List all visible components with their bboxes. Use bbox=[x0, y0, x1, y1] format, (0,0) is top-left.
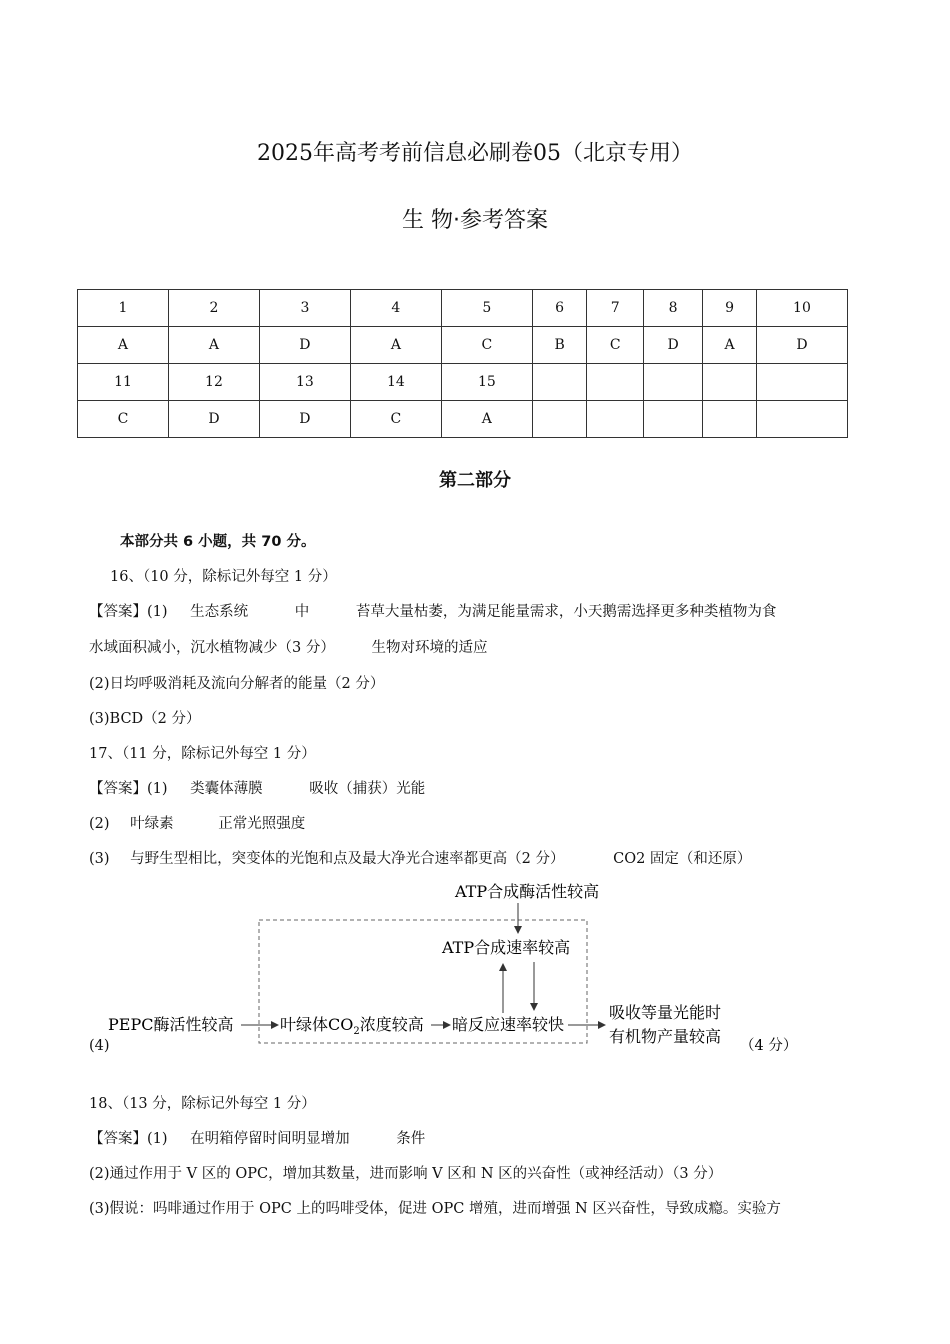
table-cell bbox=[756, 401, 847, 438]
atp-enzyme-label: ATP合成酶活性较高 bbox=[455, 882, 600, 901]
co2-concentration-label bbox=[280, 1015, 424, 1037]
pepc-label: PEPC酶活性较高 bbox=[108, 1015, 234, 1034]
table-cell: 11 bbox=[78, 364, 169, 401]
document-title: 2025年高考考前信息必刷卷05（北京专用） bbox=[257, 141, 693, 166]
q16-answer-3-cont: 水域面积减小，沉水植物减少（3 分） bbox=[89, 640, 335, 656]
table-cell: A bbox=[168, 327, 259, 364]
table-cell: 10 bbox=[756, 290, 847, 327]
table-row bbox=[78, 327, 848, 364]
part2-intro: 本部分共 6 小题，共 70 分。 bbox=[120, 534, 316, 550]
q16-part3: (3)BCD（2 分） bbox=[89, 711, 201, 727]
dark-reaction-label: 暗反应速率较快 bbox=[452, 1015, 565, 1034]
table-cell: 9 bbox=[703, 290, 757, 327]
co2-prefix: 叶绿体CO bbox=[280, 1015, 354, 1034]
table-cell: 2 bbox=[168, 290, 259, 327]
q17-part3-answer-1: 与野生型相比，突变体的光饱和点及最大净光合速率都更高（2 分） bbox=[130, 851, 565, 867]
q17-part4-label: (4) bbox=[89, 1038, 110, 1054]
q18-part2: (2)通过作用于 V 区的 OPC，增加其数量，进而影响 V 区和 N 区的兴奋性（或神经活动）（3 分） bbox=[89, 1166, 723, 1182]
part2-heading: 第二部分 bbox=[439, 470, 511, 491]
q17-answer-2: 吸收（捕获）光能 bbox=[309, 781, 426, 797]
photosynthesis-flow-diagram bbox=[100, 880, 820, 1065]
table-cell: D bbox=[259, 327, 350, 364]
co2-suffix: 浓度较高 bbox=[359, 1015, 424, 1034]
q17-part3-label: (3) bbox=[89, 851, 110, 867]
table-cell bbox=[703, 364, 757, 401]
table-cell: 15 bbox=[441, 364, 532, 401]
q18-answer-line1 bbox=[89, 1127, 425, 1148]
q17-part4-score: （4 分） bbox=[740, 1038, 798, 1054]
table-cell: A bbox=[441, 401, 532, 438]
table-cell: C bbox=[441, 327, 532, 364]
table-cell: 5 bbox=[441, 290, 532, 327]
table-cell: 7 bbox=[587, 290, 644, 327]
table-cell bbox=[532, 401, 587, 438]
q16-answer-1: 生态系统 bbox=[190, 604, 249, 620]
table-cell: A bbox=[350, 327, 441, 364]
q18-answer-2: 条件 bbox=[396, 1131, 426, 1147]
q17-header: 17、（11 分，除标记外每空 1 分） bbox=[89, 746, 316, 762]
q16-answer-3: 苔草大量枯萎，为满足能量需求，小天鹅需选择更多种类植物为食 bbox=[355, 604, 777, 620]
table-cell: D bbox=[259, 401, 350, 438]
table-cell: 1 bbox=[78, 290, 169, 327]
answer-label: 【答案】(1) bbox=[89, 781, 168, 797]
table-cell bbox=[587, 364, 644, 401]
table-cell: D bbox=[168, 401, 259, 438]
table-cell: B bbox=[532, 327, 587, 364]
table-cell: 3 bbox=[259, 290, 350, 327]
q17-part3 bbox=[89, 847, 751, 868]
q17-part2-label: (2) bbox=[89, 816, 110, 832]
table-cell bbox=[644, 401, 703, 438]
q17-part2-answer-1: 叶绿素 bbox=[130, 816, 174, 832]
table-cell: A bbox=[703, 327, 757, 364]
q17-answer-1: 类囊体薄膜 bbox=[190, 781, 263, 797]
table-cell: 8 bbox=[644, 290, 703, 327]
q16-header: 16、（10 分，除标记外每空 1 分） bbox=[110, 569, 337, 585]
table-cell: 6 bbox=[532, 290, 587, 327]
q17-answer-line1 bbox=[89, 777, 425, 798]
table-cell: 14 bbox=[350, 364, 441, 401]
table-cell: D bbox=[756, 327, 847, 364]
table-cell: C bbox=[78, 401, 169, 438]
atp-rate-label: ATP合成速率较高 bbox=[442, 938, 571, 957]
q16-part2: (2)日均呼吸消耗及流向分解者的能量（2 分） bbox=[89, 676, 385, 692]
result-line1: 吸收等量光能时 bbox=[609, 1003, 722, 1022]
q17-part2-answer-2: 正常光照强度 bbox=[218, 816, 306, 832]
table-cell bbox=[756, 364, 847, 401]
table-row bbox=[78, 290, 848, 327]
q16-answer-4: 生物对环境的适应 bbox=[371, 640, 488, 656]
answer-table bbox=[77, 289, 848, 438]
q18-answer-1: 在明箱停留时间明显增加 bbox=[190, 1131, 350, 1147]
table-cell: C bbox=[350, 401, 441, 438]
table-cell bbox=[587, 401, 644, 438]
table-row bbox=[78, 364, 848, 401]
table-row bbox=[78, 401, 848, 438]
table-cell: 12 bbox=[168, 364, 259, 401]
q16-answer-2: 中 bbox=[294, 604, 310, 620]
table-cell bbox=[532, 364, 587, 401]
answer-label: 【答案】(1) bbox=[89, 1131, 168, 1147]
table-cell: C bbox=[587, 327, 644, 364]
result-line2: 有机物产量较高 bbox=[609, 1027, 722, 1046]
table-cell: 13 bbox=[259, 364, 350, 401]
table-cell: A bbox=[78, 327, 169, 364]
table-cell bbox=[644, 364, 703, 401]
table-cell: D bbox=[644, 327, 703, 364]
q16-answer-line1 bbox=[89, 600, 776, 621]
q18-part3: (3)假说：吗啡通过作用于 OPC 上的吗啡受体，促进 OPC 增殖，进而增强 N 区兴奋性，导致成瘾。实验方 bbox=[89, 1201, 781, 1217]
co2-subscript: 2 bbox=[353, 1026, 360, 1037]
q18-header: 18、（13 分，除标记外每空 1 分） bbox=[89, 1096, 316, 1112]
table-cell: 4 bbox=[350, 290, 441, 327]
document-subtitle: 生 物·参考答案 bbox=[402, 208, 548, 233]
answer-label: 【答案】(1) bbox=[89, 604, 168, 620]
table-cell bbox=[703, 401, 757, 438]
q16-answer-line2 bbox=[89, 636, 487, 657]
q17-part3-answer-2: CO2 固定（和还原） bbox=[613, 851, 752, 867]
q17-part2 bbox=[89, 812, 305, 833]
